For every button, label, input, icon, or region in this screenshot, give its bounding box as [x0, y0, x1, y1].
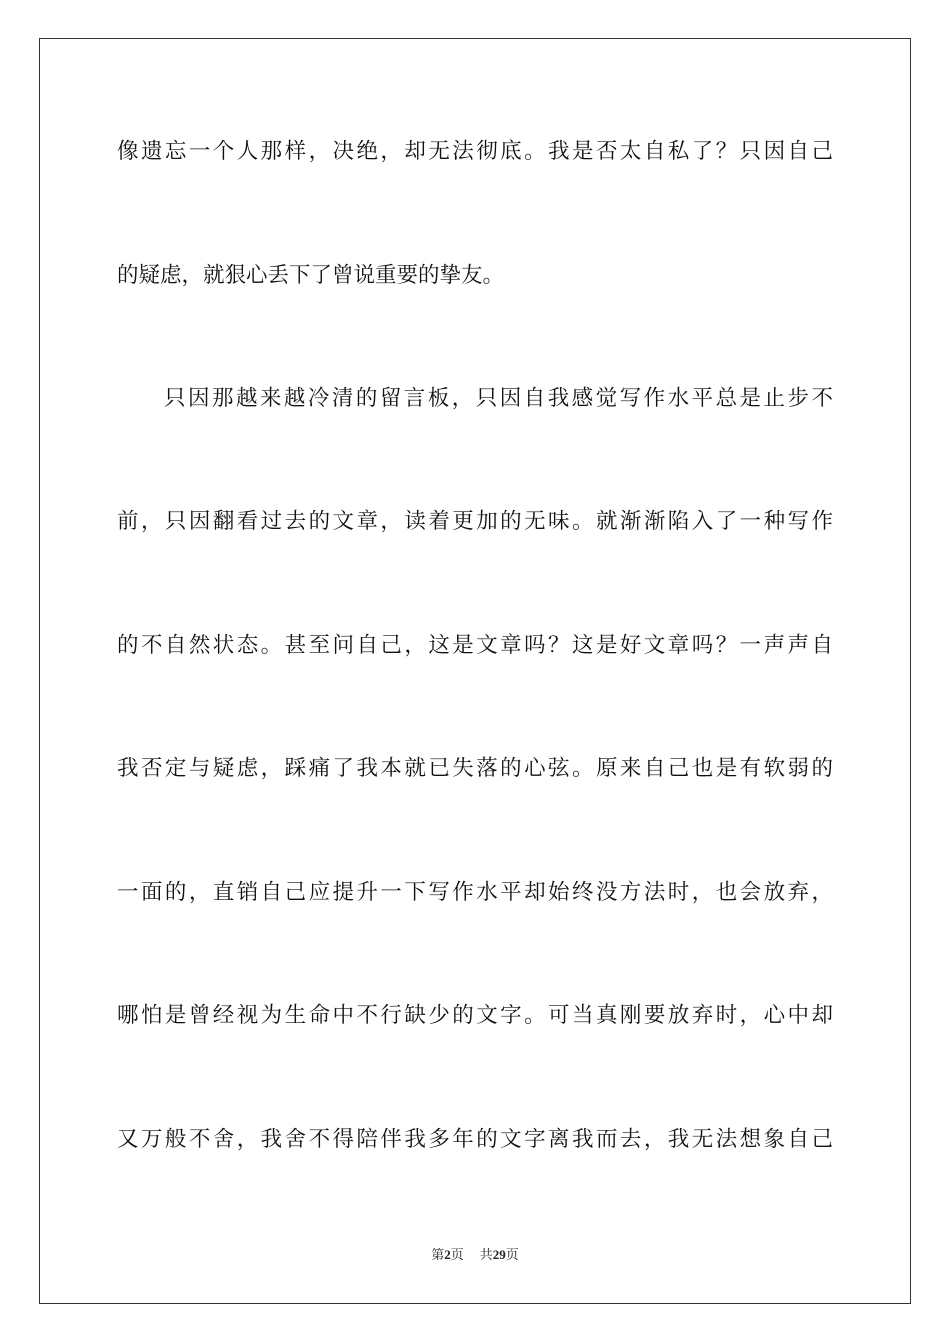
body-line-5: 的不自然状态。甚至问自己，这是文章吗？这是好文章吗？一声声自 — [117, 633, 833, 658]
page-footer — [0, 1246, 950, 1265]
page-frame — [39, 38, 911, 1304]
body-line-7: 一面的，直销自己应提升一下写作水平却始终没方法时，也会放弃， — [117, 880, 833, 905]
footer-page-prefix: 第 — [431, 1248, 445, 1263]
body-line-1: 像遗忘一个人那样，决绝，却无法彻底。我是否太自私了？只因自己 — [117, 139, 833, 164]
body-line-8: 哪怕是曾经视为生命中不行缺少的文字。可当真刚要放弃时，心中却 — [117, 1003, 833, 1028]
footer-page-suffix: 页 — [450, 1248, 464, 1263]
footer-page-number: 2 — [444, 1247, 451, 1262]
body-line-3: 只因那越来越冷清的留言板，只因自我感觉写作水平总是止步不 — [164, 386, 833, 411]
body-line-2: 的疑虑，就狠心丢下了曾说重要的挚友。 — [117, 263, 505, 288]
footer-total-prefix: 共 — [479, 1248, 493, 1263]
footer-total-suffix: 页 — [505, 1248, 519, 1263]
body-line-4: 前，只因翻看过去的文章，读着更加的无味。就渐渐陷入了一种写作 — [117, 509, 833, 534]
body-line-9: 又万般不舍，我舍不得陪伴我多年的文字离我而去，我无法想象自己 — [117, 1127, 833, 1152]
footer-total-pages: 29 — [492, 1247, 506, 1262]
body-line-6: 我否定与疑虑，踩痛了我本就已失落的心弦。原来自己也是有软弱的 — [117, 756, 833, 781]
